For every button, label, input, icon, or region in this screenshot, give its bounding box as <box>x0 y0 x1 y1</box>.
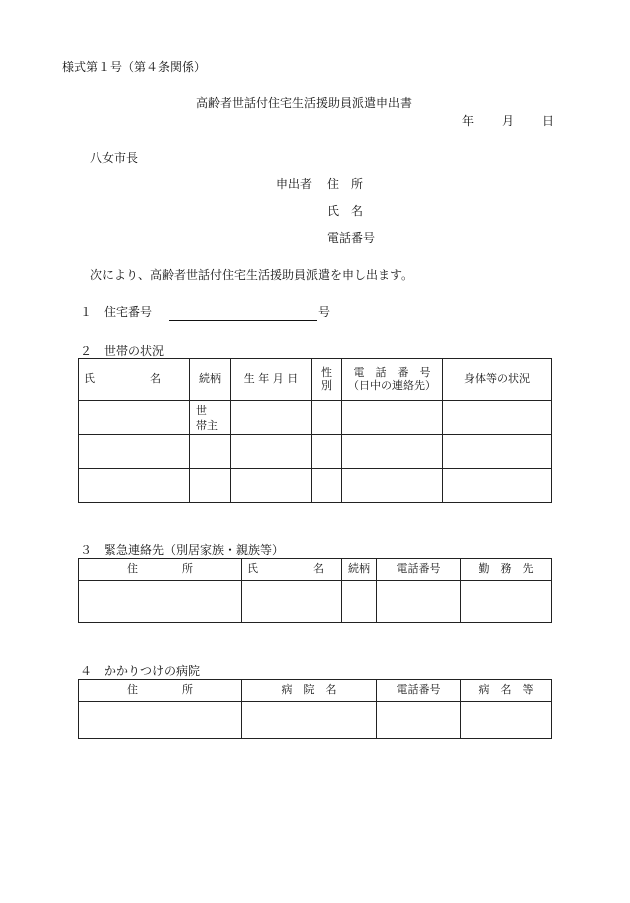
household-header-row <box>79 359 552 401</box>
household-cell[interactable] <box>312 401 342 435</box>
emergency-header-address: 住 所 <box>79 559 242 581</box>
household-header-name: 氏 名 <box>79 359 190 401</box>
section4-heading: ４ かかりつけの病院 <box>80 664 201 678</box>
hospital-row <box>79 702 552 739</box>
section2-heading: ２ 世帯の状況 <box>80 344 165 358</box>
hospital-cell[interactable] <box>79 702 242 739</box>
date-day-label: 日 <box>542 114 555 128</box>
hospital-table <box>78 679 552 739</box>
household-header-birthdate: 生 年 月 日 <box>231 359 312 401</box>
applicant-address-label: 住 所 <box>327 177 364 191</box>
emergency-cell[interactable] <box>342 581 377 623</box>
addressee: 八女市長 <box>90 151 139 165</box>
household-cell[interactable] <box>79 401 190 435</box>
household-cell[interactable] <box>312 435 342 469</box>
emergency-cell[interactable] <box>242 581 342 623</box>
household-cell[interactable] <box>312 469 342 503</box>
document-title: 高齢者世話付住宅生活援助員派遣申出書 <box>196 96 413 110</box>
household-cell[interactable] <box>231 469 312 503</box>
hospital-header-row <box>79 680 552 702</box>
hospital-cell[interactable] <box>242 702 377 739</box>
hospital-cell[interactable] <box>461 702 552 739</box>
emergency-header-name: 氏 名 <box>242 559 342 581</box>
hospital-header-disease: 病 名 等 <box>461 680 552 702</box>
household-cell[interactable] <box>190 469 231 503</box>
form-number: 様式第１号（第４条関係） <box>62 60 207 74</box>
emergency-cell[interactable] <box>461 581 552 623</box>
household-header-phone <box>342 359 443 401</box>
household-header-phone-line1: 電 話 番 号 <box>353 365 431 379</box>
date-year-label: 年 <box>462 114 475 128</box>
household-header-gender: 性別 <box>312 359 342 401</box>
emergency-header-workplace: 勤 務 先 <box>461 559 552 581</box>
applicant-name-label: 氏 名 <box>327 204 364 218</box>
household-cell[interactable] <box>443 469 552 503</box>
house-number-suffix: 号 <box>318 305 331 319</box>
emergency-contact-table <box>78 558 552 623</box>
household-cell[interactable] <box>231 435 312 469</box>
household-header-phone-line2: （日中の連絡先） <box>348 378 436 392</box>
section3-heading: ３ 緊急連絡先（別居家族・親族等） <box>80 543 285 557</box>
hospital-header-name: 病 院 名 <box>242 680 377 702</box>
household-header-condition: 身体等の状況 <box>443 359 552 401</box>
household-cell[interactable] <box>443 435 552 469</box>
hospital-cell[interactable] <box>377 702 461 739</box>
house-number-field[interactable] <box>169 320 317 321</box>
emergency-cell[interactable] <box>377 581 461 623</box>
emergency-cell[interactable] <box>79 581 242 623</box>
section1-heading: １ 住宅番号 <box>80 305 153 319</box>
household-cell[interactable] <box>231 401 312 435</box>
household-cell[interactable] <box>79 469 190 503</box>
household-header-relation: 続柄 <box>190 359 231 401</box>
household-table <box>78 358 552 503</box>
emergency-header-relation: 続柄 <box>342 559 377 581</box>
household-cell[interactable] <box>342 401 443 435</box>
household-row <box>79 469 552 503</box>
household-cell[interactable] <box>79 435 190 469</box>
applicant-label: 申出者 <box>276 177 313 191</box>
emergency-row <box>79 581 552 623</box>
household-cell[interactable] <box>190 435 231 469</box>
household-row <box>79 401 552 435</box>
applicant-phone-label: 電話番号 <box>327 231 376 245</box>
household-cell[interactable] <box>342 435 443 469</box>
hospital-header-phone: 電話番号 <box>377 680 461 702</box>
household-cell[interactable] <box>342 469 443 503</box>
household-row <box>79 435 552 469</box>
hospital-header-address: 住 所 <box>79 680 242 702</box>
household-cell[interactable] <box>443 401 552 435</box>
household-relation-head-of-household: 世 帯主 <box>190 401 231 435</box>
date-month-label: 月 <box>502 114 515 128</box>
intro-text: 次により、高齢者世話付住宅生活援助員派遣を申し出ます。 <box>90 268 414 282</box>
emergency-header-phone: 電話番号 <box>377 559 461 581</box>
emergency-header-row <box>79 559 552 581</box>
